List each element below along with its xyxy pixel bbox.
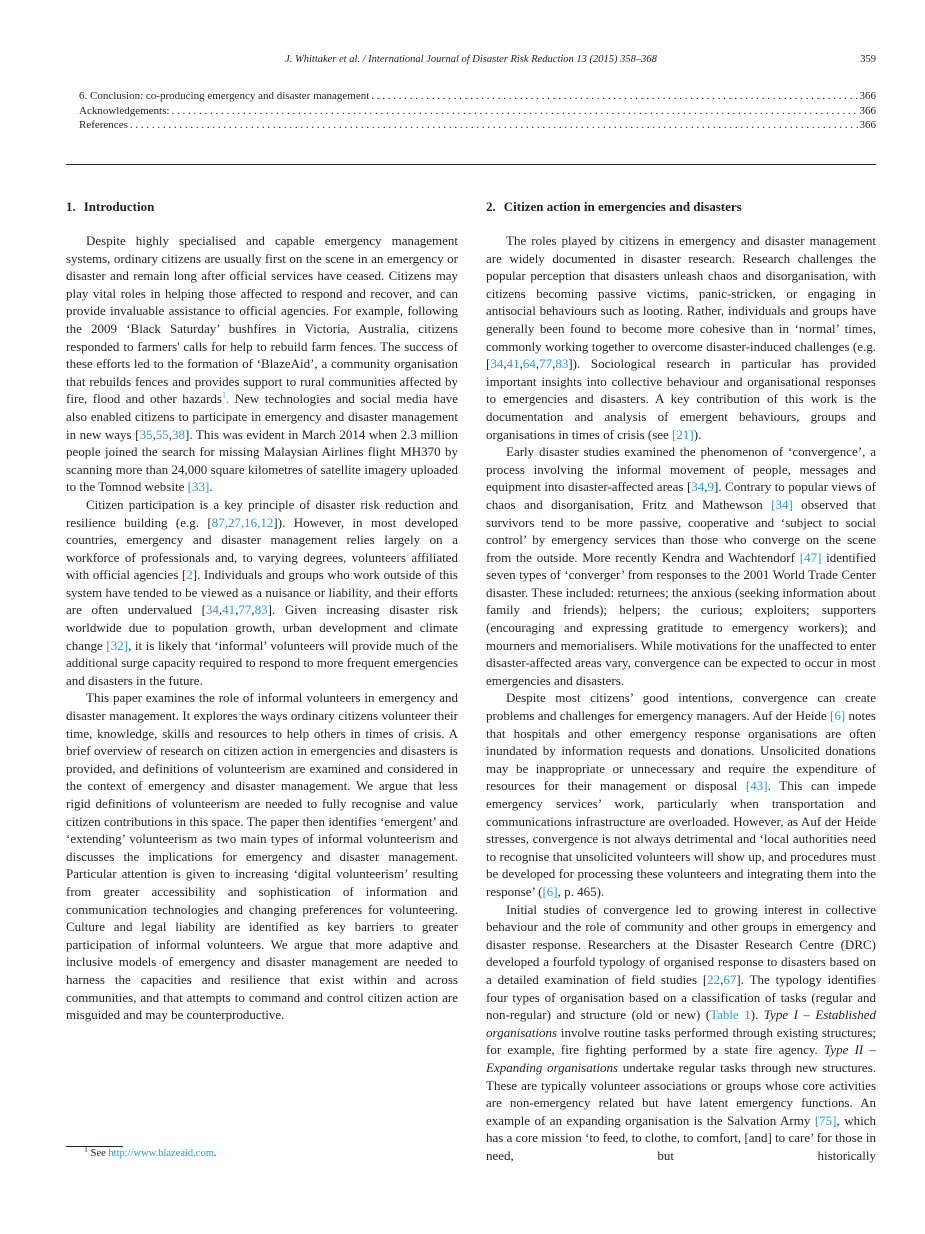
text-run: New technologies and social media have also enabled citizens to participate in emergency and disaster management in new ways [ <box>66 391 458 442</box>
citation-link[interactable]: . <box>225 391 230 407</box>
text-run: ]. The typology identifies four types of organisation based on a classification of tasks (regular and non-regular) and structure (old or new) ( <box>486 971 877 1023</box>
text-run: , <box>235 602 239 618</box>
running-head: J. Whittaker et al. / International Journal of Disaster Risk Reduction 13 (2015) 358–368 <box>285 54 657 65</box>
citation-link[interactable]: [6] <box>542 883 558 899</box>
text-run: Initial studies of convergence led to growing interest in collective behaviour and the role of community and other groups in emergency and disaster response. Researchers at the Disaster Research Centre (DRC) developed a fourfold typology of organised response to disasters based on a detailed examination of field studies [ <box>486 901 876 987</box>
citation-link[interactable]: 2 <box>186 567 193 583</box>
text-run: ). <box>750 1007 764 1023</box>
toc-entry[interactable] <box>79 118 876 133</box>
text-run: identified seven types of ‘converger’ from responses to the 2001 World Trade Center disaster. These included: returnees; the anxious (seeking information about family and friends); helpers; the curious; exploiters; supporters (encouraging and expressing gratitude to emergency workers); and mourners and memorialisers. While motivations for the unaffected to enter disaster-affected areas vary, convergence can be expected to occur in most emergencies and disasters. <box>486 549 876 688</box>
text-run: This paper examines the role of informal volunteers in emergency and disaster management. It explores the ways ordinary citizens volunteer their time, knowledge, skills and resources to help others in times of crisis. A brief overview of research on citizen action in emergencies and disasters is provided, and definitions of volunteerism are examined and considered in the context of emergency and disaster management. We argue that less rigid definitions of volunteerism are needed to fully recognise and value citizen contributions in this space. The paper then identifies ‘emergent’ and ‘extending’ volunteerism as two main types of informal volunteerism and discusses the implications for emergency and disaster management. Particular attention is given to increasing ‘digital volunteerism’ resulting from greater accessibility and sophistication of information and communication technologies and changing preferences for volunteering. Culture and legal liability are identified as key barriers to greater participation of informal volunteers. We argue that more adaptive and inclusive models of emergency and disaster management are needed to harness the capacities and resilience that exist within and across communities, and that attempts to command and control citizen action are misguided and may be counterproductive. <box>66 690 458 1023</box>
text-run: , <box>168 426 172 442</box>
section-title: Introduction <box>83 199 155 214</box>
header-divider <box>66 164 876 165</box>
paragraph <box>66 496 458 690</box>
text-run: Early disaster studies examined the phenomenon of ‘convergence’, a process involving the informal movement of people, messages and equipment into disaster-affected areas [ <box>486 444 876 495</box>
italic-term: Type II – Expanding organisations <box>486 1042 876 1075</box>
citation-link[interactable]: 87,27,16,12 <box>211 514 274 530</box>
section-heading-citizen-action <box>486 198 876 215</box>
citation-link[interactable]: 55 <box>155 426 169 442</box>
citation-link[interactable]: Table 1 <box>710 1007 751 1023</box>
toc-page: 366 <box>859 104 876 117</box>
citation-link[interactable]: 34 <box>691 479 705 495</box>
text-run: , p. 465). <box>557 883 605 899</box>
text-run: ]. This was evident in March 2014 when 2.3 million people joined the search for missing Malaysian Airlines flight MH370 by scanning more than 24,000 square kilometres of satellite imagery uploaded to the Tomnod website <box>66 426 458 495</box>
paragraph <box>486 232 876 443</box>
footnote-reference[interactable]: 1 <box>221 391 226 401</box>
text-run: Citizen participation is a key principle of disaster risk reduction and resilience building (e.g. [ <box>66 496 458 530</box>
footnote-divider <box>66 1146 123 1147</box>
citation-link[interactable]: 67 <box>723 971 737 987</box>
paragraph <box>486 689 876 900</box>
text-run: , it is likely that ‘informal’ volunteers will provide much of the additional surge capacity required to respond to more frequent emergencies and disasters in the future. <box>66 637 458 688</box>
paragraph <box>66 689 458 1023</box>
citation-link[interactable]: 34 <box>490 356 504 372</box>
text-run: ]. Contrary to popular views of chaos and disorganisation, Fritz and Mathewson <box>486 479 876 512</box>
toc-label: Acknowledgements: <box>79 104 170 117</box>
text-run: , <box>152 426 156 442</box>
citation-link[interactable]: [47] <box>799 549 822 565</box>
section-number: 1. <box>66 199 76 214</box>
section-body <box>486 232 876 1164</box>
table-of-contents <box>79 89 876 133</box>
toc-leader <box>371 89 857 104</box>
toc-page: 366 <box>859 90 876 102</box>
text-run: , <box>503 356 507 372</box>
citation-link[interactable]: [43] <box>745 778 768 794</box>
toc-entry[interactable] <box>79 89 876 104</box>
footnote-suffix: . <box>213 1148 217 1159</box>
text-run: ]. Given increasing disaster risk worldwide due to population growth, urban development and climate change <box>66 602 458 653</box>
text-run: . This can impede emergency services’ work, particularly when transportation and communications infrastructure are overloaded. However, as Auf der Heide stresses, convergence is not always detrimental and ‘local authorities need to recognise that unsolicited volunteers will show up, and procedures must be developed for processing these volunteers and integrating them into the response’ ( <box>486 778 876 899</box>
citation-link[interactable]: [33] <box>187 479 210 495</box>
citation-link[interactable]: 83 <box>254 602 268 618</box>
citation-link[interactable]: [34] <box>771 496 793 512</box>
italic-term: Type I – Established organisations <box>486 1007 876 1040</box>
text-run: The roles played by citizens in emergency and disaster management are widely documented in disaster research. Research challenges the popular perception that disasters unleash chaos and disorganisation, with citizens becoming passive victims, panic-stricken, or engaging in antisocial behaviours such as looting. Rather, individuals and groups have generally been found to become more cohesive than in ‘normal’ times, commonly working together to overcome disaster-induced challenges (e.g. [ <box>486 233 876 372</box>
text-run: , <box>704 479 708 495</box>
text-run: Despite highly specialised and capable emergency management systems, ordinary citizens are usually first on the scene in an emergency or disaster and remain long after official services have ceased. Citizens may play vital roles in helping those affected to respond and recover, and can provide invaluable assistance to official agencies. For example, following the 2009 ‘Black Saturday’ bushfires in Victoria, Australia, citizens responded to farmers' calls for help to rebuild farm fences. The success of these efforts led to the formation of ‘BlazeAid’, a community organisation that rebuilds fences and provides support to rural communities affected by fire, flood and other hazards <box>66 233 458 407</box>
text-run: . <box>209 479 213 495</box>
footnote-marker: 1 <box>84 1144 88 1154</box>
section-title: Citizen action in emergencies and disasters <box>503 199 742 214</box>
right-column <box>486 198 876 1164</box>
text-run: observed that survivors tend to be more passive, cooperative and ‘subject to social control’ by emergency services than those who converge on the scene from the outside. More recently Kendra and Wachtendorf <box>486 496 876 565</box>
paragraph <box>66 232 458 496</box>
toc-page: 366 <box>859 119 876 132</box>
text-run: undertake regular tasks through new structures. These are typically volunteer associations or groups whose core activities are non-emergency related but have latent emergency functions. An example of an expanding organisation is the Salvation Army <box>486 1059 876 1128</box>
citation-link[interactable]: [21] <box>672 426 694 442</box>
citation-link[interactable]: 9 <box>707 479 715 495</box>
footnote-link[interactable]: http://www.blazeaid.com <box>108 1148 214 1159</box>
footnote-prefix: See <box>90 1148 109 1159</box>
text-run: Despite most citizens’ good intentions, convergence can create problems and challenges for emergency managers. Auf der Heide <box>486 690 876 724</box>
text-run: involve routine tasks performed through existing structures; for example, fire fighting performed by a state fire agency. <box>486 1024 876 1058</box>
citation-link[interactable]: [32] <box>106 637 129 653</box>
toc-leader <box>171 104 857 119</box>
footnote <box>84 1144 217 1159</box>
citation-link[interactable]: 38 <box>172 426 185 442</box>
toc-label: References <box>79 119 128 132</box>
text-run: , <box>535 356 540 372</box>
citation-link[interactable]: [6] <box>830 708 846 724</box>
section-number: 2. <box>486 199 496 214</box>
citation-link[interactable]: 83 <box>555 356 569 372</box>
text-run: ]). However, in most developed countries, emergency and disaster management relies largely on a workforce of professionals and, to varying degrees, volunteers affiliated with official agencies [ <box>66 514 458 583</box>
text-run: ]). Sociological research in particular has provided important insights into collective behaviour and organisational responses to emergencies and disasters. A key contribution of this work is the documentation and analysis of emergent behaviours, groups and organisations in times of crisis (see <box>486 356 876 442</box>
citation-link[interactable]: 77 <box>238 602 252 618</box>
paragraph <box>486 901 876 1165</box>
citation-link[interactable]: 41 <box>222 602 236 618</box>
page-number: 359 <box>860 54 876 65</box>
text-run: , <box>519 356 523 372</box>
toc-leader <box>130 118 858 133</box>
text-run: , which has a core mission ‘to feed, to clothe, to comfort, [and] to care’ for those in need, but historically <box>486 1112 876 1163</box>
text-run: , <box>720 971 724 987</box>
citation-link[interactable]: 35 <box>139 426 153 442</box>
text-run: , <box>218 602 223 618</box>
section-body <box>66 232 458 1024</box>
citation-link[interactable]: 41 <box>506 356 520 372</box>
text-run: , <box>251 602 255 618</box>
text-run: ). <box>693 426 702 442</box>
citation-link[interactable]: 22 <box>707 971 721 987</box>
toc-label: 6. Conclusion: co-producing emergency and disaster management <box>79 90 370 102</box>
left-column <box>66 198 458 1024</box>
citation-link[interactable]: 64 <box>522 356 536 372</box>
citation-link[interactable]: 34 <box>205 602 219 618</box>
citation-link[interactable]: [75] <box>814 1112 837 1128</box>
text-run: notes that hospitals and other emergency response organisations are often inundated by information requests and donations. Unsolicited donations may be inappropriate or unnecessary and require the expenditure of resources for their management or disposal <box>486 708 876 794</box>
toc-entry[interactable] <box>79 104 876 119</box>
citation-link[interactable]: 77 <box>539 356 553 372</box>
section-heading-introduction <box>66 198 458 215</box>
paragraph <box>486 443 876 689</box>
text-run: , <box>552 356 556 372</box>
text-run: ]. Individuals and groups who work outside of this system have tended to be viewed as a nuisance or liability, and their efforts are often undervalued [ <box>66 567 458 618</box>
